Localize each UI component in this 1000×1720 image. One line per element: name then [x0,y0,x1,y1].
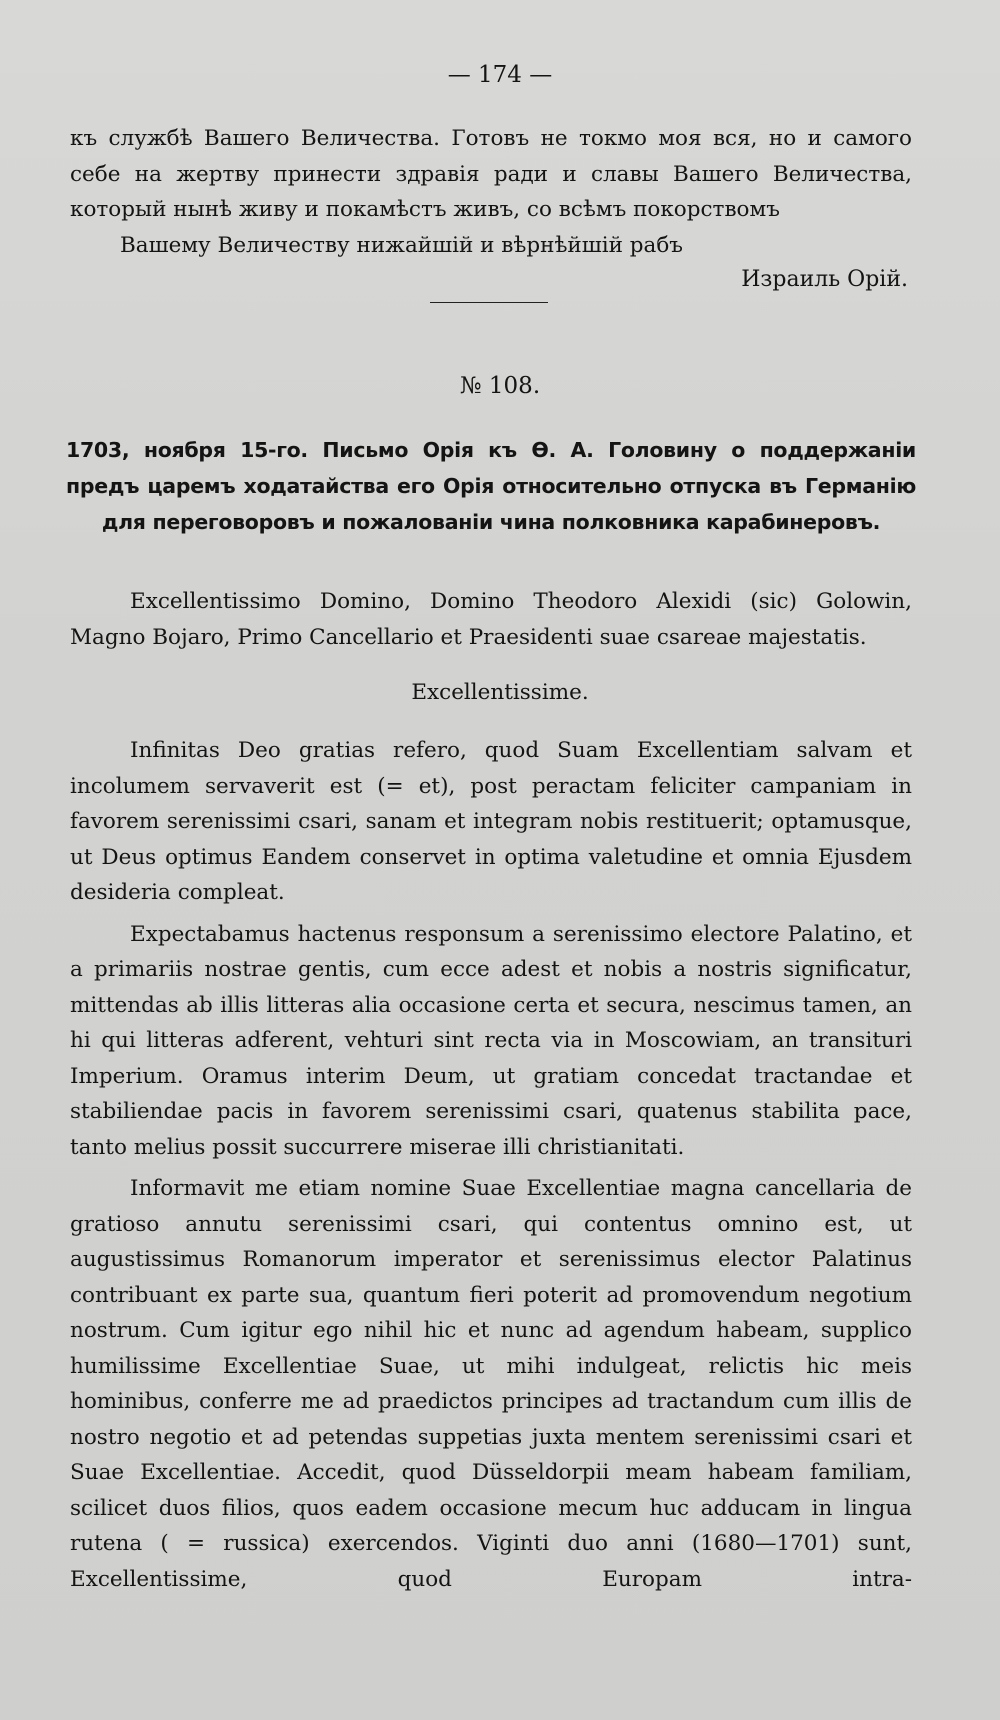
letter-body [70,733,912,1597]
paragraph: Informavit me etiam nomine Suae Excellentiae magna cancellaria de gratioso annutu serenissimi csari, qui contentus omnino est, ut augustissimus Romanorum imperator et serenissimus elector Palatinus contribuant ex parte sua, quantum fieri poterit ad promovendum negotium nostrum. Cum igitur ego nihil hic et nunc ad agendum habeam, supplico humilissime Excellentiae Suae, ut mihi indulgeat, relictis hic meis hominibus, conferre me ad praedictos principes ad tractandum cum illis de nostro negotio et ad petendas suppetias juxta mentem serenissimi csari et Suae Excellentiae. Accedit, quod Düsseldorpii meam habeam familiam, scilicet duos filios, quos eadem occasione mecum huc adducam in lingua rutena ( = russica) exercendos. Viginti duo anni (1680—1701) sunt, Excellentissime, quod Europam intra- [70,1176,912,1592]
closing-formula: Вашему Величеству нижайшій и вѣрнѣйшій рабъ [120,232,683,258]
document-heading: 1703, ноября 15-го. Письмо Орія къ Ѳ. А. Головину о поддержаніи предъ царемъ ходатайства его Орія относительно отпуска въ Германію для переговоровъ и пожалованіи чина полковника карабинеровъ. [66,438,916,534]
letter-continuation [70,121,912,263]
letter-address [70,584,912,655]
document-number: № 108. [459,373,541,399]
opening-lines: къ службѣ Вашего Величества. Готовъ не токмо моя вся, но и самого себе на жертву принести здравія ради и славы Вашего Величества, который нынѣ живу и покамѣстъ живъ, со всѣмъ покорствомъ [70,126,912,222]
paragraph: Expectabamus hactenus responsum a serenissimo electore Palatino, et a primariis nostrae gentis, cum ecce adest et nobis a nostris significatur, mittendas ab illis litteras alia occasione certa et secura, nescimus tamen, an hi qui litteras adferent, vehturi sint recta via in Moscowiam, an transituri Imperium. Oramus interim Deum, ut gratiam concedat tractandae et stabiliendae pacis in favorem serenissimi csari, quatenus stabilita pace, tanto melius possit succurrere miserae illi christianitati. [70,921,912,1160]
paragraph: Infinitas Deo gratias refero, quod Suam Excellentiam salvam et incolumem servaverit est (= et), post peractam feliciter campaniam in favorem serenissimi csari, sanam et integram nobis restituerit; optamusque, ut Deus optimus Eandem conservet in optima valetudine et omnia Ejusdem desideria compleat. [70,738,912,905]
salutation: Excellentissime. [411,680,589,705]
section-divider [430,302,548,303]
page-number: — 174 — [447,62,553,88]
signature: Израиль Орій. [741,267,908,292]
address-text: Excellentissimo Domino, Domino Theodoro Alexidi (sic) Golowin, Magno Bojaro, Primo Cancellario et Praesidenti suae csareae majestatis. [70,589,912,650]
